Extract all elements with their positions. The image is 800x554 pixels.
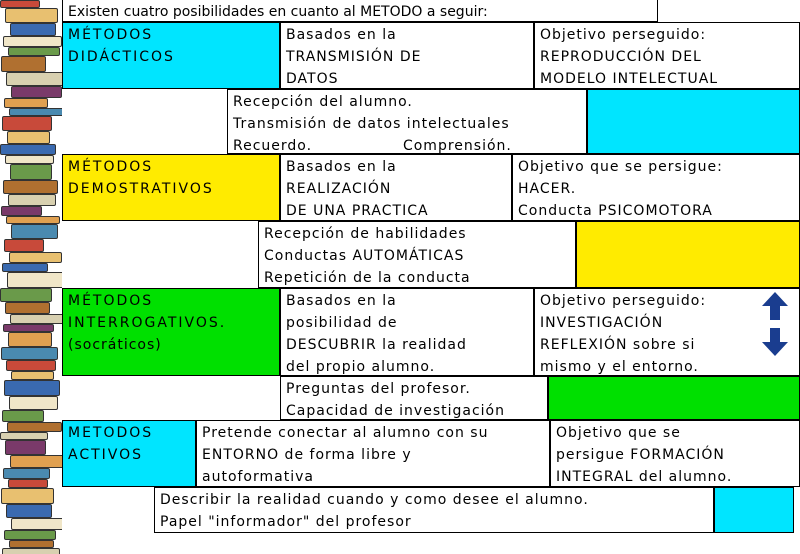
didacticos-objective-line: REPRODUCCIÓN DEL [540,49,702,65]
interrogativos-objective-line: mismo y el entorno. [540,359,699,375]
didacticos-objective-line: MODELO INTELECTUAL [540,71,719,87]
demostrativos-basis-line: REALIZACIÓN [286,181,392,197]
interrogativos-detail-line: Capacidad de investigación [286,403,505,419]
didacticos-name [62,22,280,89]
book-spine [0,288,52,302]
book-spine [1,347,58,360]
didacticos-objective [534,22,800,89]
book-spine [6,504,52,518]
interrogativos-name-line: (socráticos) [68,337,162,353]
up-arrow-icon [762,292,788,320]
book-spine [8,479,48,488]
book-spine [2,410,44,422]
interrogativos-name-line: MÉTODOS [68,293,154,309]
book-spine [11,518,62,530]
book-spine [10,23,56,36]
book-spine [9,108,62,116]
book-spine [4,380,60,396]
book-spine [0,432,48,440]
didacticos-color-swatch [587,89,800,154]
demostrativos-objective [512,154,800,221]
demostrativos-basis [280,154,512,221]
book-spine [1,56,46,72]
book-spine [7,272,62,288]
activos-basis [196,420,550,487]
demostrativos-detail-line: Conductas AUTOMÁTICAS [264,248,465,264]
interrogativos-name-line: INTERROGATIVOS. [68,315,227,331]
didacticos-details [227,89,587,154]
book-spine [11,224,58,239]
interrogativos-color-swatch [548,376,800,420]
book-spine [2,548,60,554]
interrogativos-basis-line: Basados en la [286,293,397,309]
demostrativos-objective-line: Conducta PSICOMOTORA [518,203,713,219]
book-spine [4,239,44,252]
activos-name-line: ACTIVOS [68,447,144,463]
activos-basis-line: Pretende conectar al alumno con su [202,425,489,441]
book-spine [7,131,50,144]
interrogativos-detail-line: Preguntas del profesor. [286,381,471,397]
activos-name-line: METODOS [68,425,154,441]
book-spine [5,302,50,314]
book-spine [3,468,50,479]
book-spine [3,180,58,194]
book-spine [9,540,54,548]
book-spine [7,422,62,432]
interrogativos-name [62,288,280,376]
book-spine [11,371,54,380]
didacticos-detail-comprension: Comprensión. [402,138,512,154]
demostrativos-details [258,221,576,288]
book-spine [0,144,56,155]
book-spine [3,36,62,47]
down-arrow-icon [762,328,788,356]
book-spine [2,116,52,131]
book-spine [5,155,54,164]
demostrativos-objective-line: HACER. [518,181,577,197]
demostrativos-color-swatch [576,221,800,288]
book-spine [10,164,52,180]
activos-objective-line: INTEGRAL del alumno. [556,469,733,485]
book-spine [11,86,62,98]
book-spine [0,0,40,8]
book-spine [4,98,48,108]
didacticos-name-line: MÉTODOS [68,27,154,43]
activos-objective-line: Objetivo que se [556,425,681,441]
demostrativos-basis-line: Basados en la [286,159,397,175]
demostrativos-detail-line: Recepción de habilidades [264,226,467,242]
demostrativos-basis-line: DE UNA PRACTICA [286,203,429,219]
activos-objective [550,420,800,487]
book-spine [5,440,46,455]
didacticos-basis-line: TRANSMISIÓN DE [286,49,422,65]
book-spine [3,324,54,332]
activos-name [62,420,196,487]
book-spine [4,530,56,540]
book-spine [6,360,56,371]
activos-detail-line: Describir la realidad cuando y como desee el alumno. [160,492,589,508]
header-text: Existen cuatro posibilidades en cuanto al METODO a seguir: [68,4,488,20]
didacticos-basis-line: DATOS [286,71,339,87]
activos-detail-line: Papel "informador" del profesor [160,514,412,530]
book-spine [1,206,42,216]
book-spine [10,314,62,324]
book-spine [8,194,56,206]
activos-color-swatch [714,487,794,533]
didacticos-objective-line: Objetivo perseguido: [540,27,707,43]
demostrativos-name [62,154,280,221]
interrogativos-basis [280,288,534,376]
didacticos-detail-recuerdo: Recuerdo. [233,138,313,154]
header-title [62,0,658,22]
interrogativos-objective-line: Objetivo perseguido: [540,293,707,309]
demostrativos-objective-line: Objetivo que se persigue: [518,159,723,175]
demostrativos-name-line: DEMOSTRATIVOS [68,181,214,197]
didacticos-basis [280,22,534,89]
book-spine [10,455,62,468]
activos-basis-line: ENTORNO de forma libre y [202,447,412,463]
interrogativos-objective-line: INVESTIGACIÓN [540,315,664,331]
activos-basis-line: autoformativa [202,469,314,485]
demostrativos-name-line: MÉTODOS [68,159,154,175]
didacticos-basis-line: Basados en la [286,27,397,43]
activos-objective-line: persigue FORMACIÓN [556,447,725,463]
book-spine [9,252,62,263]
up-down-arrows-icon [760,292,790,356]
book-spine [2,263,48,272]
didacticos-detail-line: Transmisión de datos intelectuales [233,116,510,132]
book-spine [8,332,52,347]
interrogativos-basis-line: DESCUBRIR la realidad [286,337,467,353]
didacticos-detail-line: Recepción del alumno. [233,94,413,110]
demostrativos-detail-line: Repetición de la conducta [264,270,471,286]
interrogativos-details [280,376,548,420]
didacticos-detail-line [233,135,581,154]
interrogativos-basis-line: posibilidad de [286,315,398,331]
book-spine [1,488,54,504]
book-spine [6,216,60,224]
interrogativos-objective-line: REFLEXIÓN sobre si [540,337,696,353]
book-spine [6,72,62,86]
book-spine [8,47,60,56]
book-spine [9,396,58,410]
interrogativos-basis-line: del propio alumno. [286,359,436,375]
book-stack-illustration [0,0,62,554]
book-spine [5,8,58,23]
didacticos-name-line: DIDÁCTICOS [68,49,175,65]
activos-details [154,487,714,533]
